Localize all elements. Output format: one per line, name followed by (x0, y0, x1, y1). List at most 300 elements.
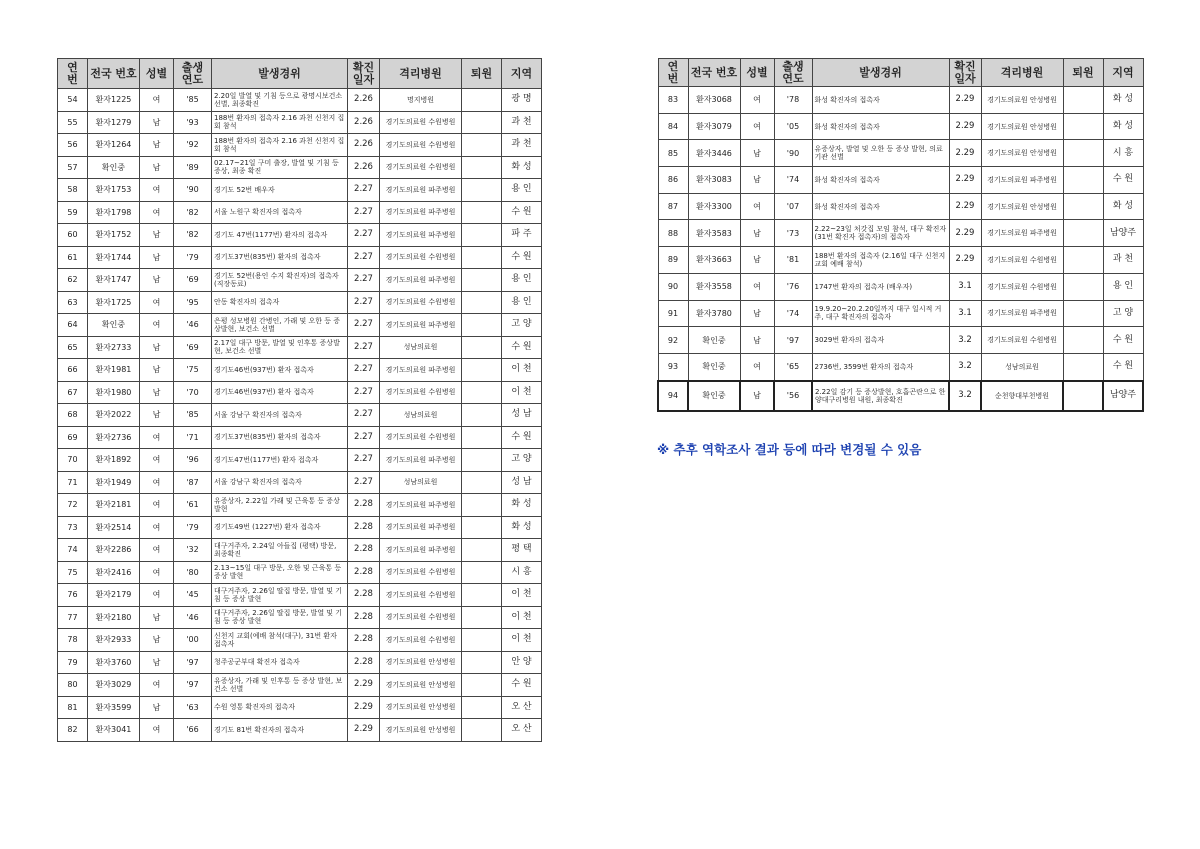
region-cell: 광 명 (502, 89, 542, 112)
national-id-cell: 환자3780 (688, 300, 740, 327)
serial-cell: 69 (58, 426, 88, 449)
national-id-cell: 확인중 (88, 314, 140, 337)
serial-cell: 71 (58, 471, 88, 494)
national-id-cell: 확인중 (88, 156, 140, 179)
region-cell: 오 산 (502, 696, 542, 719)
table-row (658, 353, 1143, 380)
national-id-cell: 환자1753 (88, 179, 140, 202)
region-cell: 평 택 (502, 539, 542, 562)
serial-cell: 60 (58, 224, 88, 247)
region-cell: 수 원 (502, 246, 542, 269)
hospital-cell: 성남의료원 (380, 471, 462, 494)
confirm-date-cell: 3.2 (949, 353, 981, 380)
birth-year-cell: '56 (774, 381, 812, 411)
national-id-cell: 환자2180 (88, 606, 140, 629)
occurrence-cell: 대구거주자, 2.24일 아들집 (평택) 방문, 최종확진 (212, 539, 348, 562)
table-row (658, 87, 1143, 114)
table-row (58, 134, 542, 157)
hospital-cell: 경기도의료원 수원병원 (380, 629, 462, 652)
table-row (58, 719, 542, 742)
occurrence-cell: 2736번, 3599번 환자의 접촉자 (812, 353, 949, 380)
serial-cell: 66 (58, 359, 88, 382)
hospital-cell: 경기도의료원 수원병원 (981, 273, 1063, 300)
region-cell: 오 산 (502, 719, 542, 742)
hospital-cell: 경기도의료원 수원병원 (981, 247, 1063, 274)
region-cell: 용 인 (1103, 273, 1143, 300)
birth-year-cell: '46 (174, 314, 212, 337)
table-row (658, 327, 1143, 354)
discharge-cell (462, 651, 502, 674)
discharge-cell (462, 629, 502, 652)
serial-cell: 64 (58, 314, 88, 337)
discharge-cell (462, 539, 502, 562)
discharge-cell (462, 719, 502, 742)
table-row (58, 201, 542, 224)
hospital-cell: 경기도의료원 파주병원 (380, 201, 462, 224)
serial-cell: 63 (58, 291, 88, 314)
confirm-date-cell: 3.2 (949, 327, 981, 354)
sex-cell: 여 (140, 201, 174, 224)
occurrence-cell: 1747번 환자의 접촉자 (배우자) (812, 273, 949, 300)
sex-cell: 여 (140, 89, 174, 112)
birth-year-cell: '81 (774, 247, 812, 274)
national-id-cell: 환자3300 (688, 193, 740, 220)
national-id-cell: 환자3446 (688, 140, 740, 167)
discharge-cell (1063, 113, 1103, 140)
confirm-date-cell: 2.29 (949, 87, 981, 114)
table-row (58, 314, 542, 337)
hospital-cell: 경기도의료원 파주병원 (380, 224, 462, 247)
hospital-cell: 경기도의료원 파주병원 (380, 516, 462, 539)
confirm-date-cell: 2.27 (348, 269, 380, 292)
discharge-cell (462, 89, 502, 112)
table-row (658, 381, 1143, 411)
hospital-cell: 경기도의료원 안성병원 (380, 651, 462, 674)
region-cell: 남양주 (1103, 381, 1143, 411)
confirm-date-cell: 2.28 (348, 561, 380, 584)
sex-cell: 남 (140, 629, 174, 652)
national-id-cell: 환자1752 (88, 224, 140, 247)
table-row (658, 300, 1143, 327)
sex-cell: 여 (140, 516, 174, 539)
serial-cell: 90 (658, 273, 688, 300)
birth-year-cell: '85 (174, 89, 212, 112)
column-header: 격리병원 (981, 59, 1063, 87)
confirm-date-cell: 2.29 (949, 113, 981, 140)
discharge-cell (462, 359, 502, 382)
column-header: 격리병원 (380, 59, 462, 89)
column-header: 출생 연도 (174, 59, 212, 89)
discharge-cell (462, 674, 502, 697)
region-cell: 성 남 (502, 471, 542, 494)
table-row (58, 404, 542, 427)
birth-year-cell: '45 (174, 584, 212, 607)
serial-cell: 84 (658, 113, 688, 140)
table-row (658, 167, 1143, 194)
serial-cell: 83 (658, 87, 688, 114)
table-row (58, 246, 542, 269)
national-id-cell: 환자2181 (88, 494, 140, 517)
birth-year-cell: '82 (174, 201, 212, 224)
confirm-date-cell: 2.29 (348, 696, 380, 719)
table-row (58, 539, 542, 562)
region-cell: 화 성 (502, 494, 542, 517)
confirm-date-cell: 2.28 (348, 606, 380, 629)
sex-cell: 남 (140, 111, 174, 134)
region-cell: 이 천 (502, 629, 542, 652)
birth-year-cell: '70 (174, 381, 212, 404)
serial-cell: 72 (58, 494, 88, 517)
table-row (58, 89, 542, 112)
discharge-cell (462, 426, 502, 449)
serial-cell: 74 (58, 539, 88, 562)
confirm-date-cell: 2.27 (348, 359, 380, 382)
discharge-cell (462, 291, 502, 314)
national-id-cell: 환자3068 (688, 87, 740, 114)
serial-cell: 58 (58, 179, 88, 202)
region-cell: 화 성 (502, 156, 542, 179)
national-id-cell: 환자1747 (88, 269, 140, 292)
occurrence-cell: 대구거주자, 2.26일 딸집 방문, 발열 및 기침 등 증상 발현 (212, 584, 348, 607)
hospital-cell: 성남의료원 (981, 353, 1063, 380)
occurrence-cell: 188번 환자의 접촉자 (2.16일 대구 신천지교회 예배 참석) (812, 247, 949, 274)
discharge-cell (1063, 167, 1103, 194)
serial-cell: 56 (58, 134, 88, 157)
occurrence-cell: 화성 확진자의 접촉자 (812, 193, 949, 220)
discharge-cell (462, 606, 502, 629)
occurrence-cell: 2.22~23일 처갓집 모임 참석, 대구 확진자(31번 확진자 접촉자)의 접촉자 (812, 220, 949, 247)
confirm-date-cell: 2.27 (348, 179, 380, 202)
discharge-cell (1063, 327, 1103, 354)
confirm-date-cell: 2.26 (348, 111, 380, 134)
birth-year-cell: '69 (174, 269, 212, 292)
confirm-date-cell: 2.29 (348, 719, 380, 742)
birth-year-cell: '74 (774, 167, 812, 194)
birth-year-cell: '07 (774, 193, 812, 220)
national-id-cell: 환자3079 (688, 113, 740, 140)
table-row (58, 224, 542, 247)
serial-cell: 88 (658, 220, 688, 247)
national-id-cell: 확인중 (688, 327, 740, 354)
birth-year-cell: '61 (174, 494, 212, 517)
occurrence-cell: 서울 노원구 확진자의 접촉자 (212, 201, 348, 224)
discharge-cell (462, 246, 502, 269)
hospital-cell: 명지병원 (380, 89, 462, 112)
confirm-date-cell: 2.27 (348, 201, 380, 224)
discharge-cell (462, 336, 502, 359)
confirm-date-cell: 2.26 (348, 89, 380, 112)
table-row (58, 561, 542, 584)
hospital-cell: 경기도의료원 파주병원 (380, 449, 462, 472)
sex-cell: 남 (140, 606, 174, 629)
confirm-date-cell: 2.26 (348, 134, 380, 157)
occurrence-cell: 유증상자, 가래 및 인후통 등 증상 발현, 보건소 선별 (212, 674, 348, 697)
sex-cell: 남 (740, 381, 774, 411)
serial-cell: 92 (658, 327, 688, 354)
sex-cell: 여 (140, 426, 174, 449)
occurrence-cell: 경기도37번(835번) 환자의 접촉자 (212, 246, 348, 269)
birth-year-cell: '92 (174, 134, 212, 157)
region-cell: 화 성 (1103, 87, 1143, 114)
birth-year-cell: '65 (774, 353, 812, 380)
table-row (58, 606, 542, 629)
discharge-cell (462, 404, 502, 427)
birth-year-cell: '82 (174, 224, 212, 247)
sex-cell: 남 (740, 247, 774, 274)
discharge-cell (1063, 247, 1103, 274)
occurrence-cell: 2.13~15일 대구 방문, 오한 및 근육통 등 증상 발현 (212, 561, 348, 584)
hospital-cell: 성남의료원 (380, 404, 462, 427)
column-header: 성별 (140, 59, 174, 89)
confirmed-cases-table-right (657, 58, 1144, 412)
occurrence-cell: 화성 확진자의 접촉자 (812, 113, 949, 140)
birth-year-cell: '79 (174, 516, 212, 539)
hospital-cell: 경기도의료원 파주병원 (380, 539, 462, 562)
national-id-cell: 환자1725 (88, 291, 140, 314)
confirm-date-cell: 2.28 (348, 651, 380, 674)
sex-cell: 남 (740, 167, 774, 194)
hospital-cell: 경기도의료원 안성병원 (981, 113, 1063, 140)
serial-cell: 67 (58, 381, 88, 404)
sex-cell: 여 (740, 87, 774, 114)
hospital-cell: 성남의료원 (380, 336, 462, 359)
confirm-date-cell: 2.28 (348, 494, 380, 517)
table-row (658, 273, 1143, 300)
column-header: 출생 연도 (774, 59, 812, 87)
serial-cell: 80 (58, 674, 88, 697)
national-id-cell: 환자3083 (688, 167, 740, 194)
table-row (658, 193, 1143, 220)
region-cell: 안 양 (502, 651, 542, 674)
sex-cell: 남 (140, 156, 174, 179)
confirm-date-cell: 3.2 (949, 381, 981, 411)
discharge-cell (462, 179, 502, 202)
confirm-date-cell: 3.1 (949, 273, 981, 300)
hospital-cell: 경기도의료원 수원병원 (380, 381, 462, 404)
discharge-cell (1063, 140, 1103, 167)
hospital-cell: 경기도의료원 수원병원 (380, 606, 462, 629)
occurrence-cell: 안동 확진자의 접촉자 (212, 291, 348, 314)
birth-year-cell: '46 (174, 606, 212, 629)
sex-cell: 남 (140, 246, 174, 269)
confirm-date-cell: 2.27 (348, 291, 380, 314)
birth-year-cell: '00 (174, 629, 212, 652)
national-id-cell: 환자1798 (88, 201, 140, 224)
sex-cell: 여 (140, 291, 174, 314)
occurrence-cell: 경기도46번(937번) 환자 접촉자 (212, 381, 348, 404)
discharge-cell (1063, 300, 1103, 327)
birth-year-cell: '97 (174, 674, 212, 697)
serial-cell: 82 (58, 719, 88, 742)
table-row (658, 247, 1143, 274)
hospital-cell: 경기도의료원 파주병원 (380, 359, 462, 382)
discharge-cell (1063, 193, 1103, 220)
serial-cell: 78 (58, 629, 88, 652)
serial-cell: 76 (58, 584, 88, 607)
occurrence-cell: 수원 영통 확진자의 접촉자 (212, 696, 348, 719)
sex-cell: 여 (140, 584, 174, 607)
sex-cell: 남 (140, 336, 174, 359)
region-cell: 수 원 (1103, 327, 1143, 354)
occurrence-cell: 은평 성모병원 간병인, 가래 및 오한 등 증상발현, 보건소 선별 (212, 314, 348, 337)
national-id-cell: 환자1980 (88, 381, 140, 404)
hospital-cell: 경기도의료원 안성병원 (380, 719, 462, 742)
serial-cell: 68 (58, 404, 88, 427)
column-header: 연 번 (58, 59, 88, 89)
occurrence-cell: 188번 환자의 접촉자 2.16 과천 신천지 집회 참석 (212, 111, 348, 134)
discharge-cell (462, 471, 502, 494)
column-header: 성별 (740, 59, 774, 87)
region-cell: 용 인 (502, 179, 542, 202)
region-cell: 이 천 (502, 606, 542, 629)
confirm-date-cell: 2.29 (949, 247, 981, 274)
national-id-cell: 환자3663 (688, 247, 740, 274)
region-cell: 이 천 (502, 359, 542, 382)
confirm-date-cell: 2.27 (348, 404, 380, 427)
confirm-date-cell: 2.27 (348, 224, 380, 247)
serial-cell: 70 (58, 449, 88, 472)
birth-year-cell: '71 (174, 426, 212, 449)
sex-cell: 여 (140, 719, 174, 742)
national-id-cell: 환자1279 (88, 111, 140, 134)
sex-cell: 여 (140, 471, 174, 494)
discharge-cell (462, 314, 502, 337)
column-header: 지역 (502, 59, 542, 89)
sex-cell: 남 (140, 224, 174, 247)
region-cell: 시 흥 (1103, 140, 1143, 167)
region-cell: 용 인 (502, 269, 542, 292)
confirmed-cases-table-left (57, 58, 542, 742)
column-header: 확진 일자 (348, 59, 380, 89)
national-id-cell: 확인중 (688, 381, 740, 411)
discharge-cell (462, 494, 502, 517)
occurrence-cell: 서울 강남구 확진자의 접촉자 (212, 471, 348, 494)
region-cell: 수 원 (502, 674, 542, 697)
table-row (58, 291, 542, 314)
region-cell: 남양주 (1103, 220, 1143, 247)
sex-cell: 여 (140, 561, 174, 584)
region-cell: 고 양 (502, 449, 542, 472)
region-cell: 수 원 (502, 201, 542, 224)
table-row (58, 111, 542, 134)
confirm-date-cell: 2.29 (949, 193, 981, 220)
occurrence-cell: 경기도 52번 배우자 (212, 179, 348, 202)
table-row (58, 471, 542, 494)
table-row (658, 220, 1143, 247)
sex-cell: 여 (740, 273, 774, 300)
occurrence-cell: 19.9.20~20.2.20일까지 대구 일시적 거주, 대구 확진자의 접촉자 (812, 300, 949, 327)
birth-year-cell: '79 (174, 246, 212, 269)
hospital-cell: 경기도의료원 수원병원 (380, 584, 462, 607)
sex-cell: 남 (140, 696, 174, 719)
sex-cell: 여 (140, 314, 174, 337)
discharge-cell (462, 449, 502, 472)
occurrence-cell: 경기도47번(1177번) 환자 접촉자 (212, 449, 348, 472)
confirm-date-cell: 2.27 (348, 314, 380, 337)
occurrence-cell: 2.17일 대구 방문, 발열 및 인후통 증상발현, 보건소 선별 (212, 336, 348, 359)
serial-cell: 55 (58, 111, 88, 134)
table-header-row (658, 59, 1143, 87)
birth-year-cell: '89 (174, 156, 212, 179)
sex-cell: 남 (140, 134, 174, 157)
occurrence-cell: 경기도46번(937번) 환자 접촉자 (212, 359, 348, 382)
region-cell: 과 천 (1103, 247, 1143, 274)
national-id-cell: 환자2022 (88, 404, 140, 427)
hospital-cell: 경기도의료원 파주병원 (380, 314, 462, 337)
birth-year-cell: '95 (174, 291, 212, 314)
birth-year-cell: '63 (174, 696, 212, 719)
national-id-cell: 환자1981 (88, 359, 140, 382)
hospital-cell: 경기도의료원 안성병원 (981, 140, 1063, 167)
sex-cell: 남 (140, 269, 174, 292)
table-row (58, 179, 542, 202)
sex-cell: 여 (140, 179, 174, 202)
national-id-cell: 확인중 (688, 353, 740, 380)
discharge-cell (1063, 381, 1103, 411)
birth-year-cell: '75 (174, 359, 212, 382)
birth-year-cell: '96 (174, 449, 212, 472)
serial-cell: 79 (58, 651, 88, 674)
birth-year-cell: '87 (174, 471, 212, 494)
hospital-cell: 경기도의료원 파주병원 (981, 167, 1063, 194)
hospital-cell: 경기도의료원 안성병원 (981, 87, 1063, 114)
footnote: ※ 추후 역학조사 결과 등에 따라 변경될 수 있음 (657, 442, 922, 457)
serial-cell: 85 (658, 140, 688, 167)
discharge-cell (1063, 353, 1103, 380)
serial-cell: 62 (58, 269, 88, 292)
discharge-cell (462, 156, 502, 179)
column-header: 연 번 (658, 59, 688, 87)
table-row (58, 381, 542, 404)
birth-year-cell: '69 (174, 336, 212, 359)
region-cell: 화 성 (1103, 113, 1143, 140)
national-id-cell: 환자1892 (88, 449, 140, 472)
national-id-cell: 환자1225 (88, 89, 140, 112)
serial-cell: 87 (658, 193, 688, 220)
occurrence-cell: 화성 확진자의 접촉자 (812, 87, 949, 114)
hospital-cell: 경기도의료원 안성병원 (380, 674, 462, 697)
occurrence-cell: 경기도 81번 확진자의 접촉자 (212, 719, 348, 742)
region-cell: 이 천 (502, 381, 542, 404)
confirm-date-cell: 2.28 (348, 629, 380, 652)
confirm-date-cell: 2.29 (949, 140, 981, 167)
sex-cell: 남 (740, 300, 774, 327)
hospital-cell: 경기도의료원 파주병원 (981, 220, 1063, 247)
table-header-row (58, 59, 542, 89)
confirm-date-cell: 2.29 (949, 220, 981, 247)
region-cell: 고 양 (1103, 300, 1143, 327)
hospital-cell: 경기도의료원 안성병원 (981, 193, 1063, 220)
national-id-cell: 환자2286 (88, 539, 140, 562)
table-row (658, 113, 1143, 140)
column-header: 전국 번호 (688, 59, 740, 87)
hospital-cell: 순천향대부천병원 (981, 381, 1063, 411)
column-header: 지역 (1103, 59, 1143, 87)
serial-cell: 59 (58, 201, 88, 224)
occurrence-cell: 02.17~21일 구미 출장, 발열 및 기침 등 증상, 최종 확진 (212, 156, 348, 179)
region-cell: 수 원 (1103, 353, 1143, 380)
region-cell: 용 인 (502, 291, 542, 314)
hospital-cell: 경기도의료원 수원병원 (981, 327, 1063, 354)
serial-cell: 65 (58, 336, 88, 359)
confirm-date-cell: 2.26 (348, 156, 380, 179)
table-row (58, 629, 542, 652)
serial-cell: 73 (58, 516, 88, 539)
birth-year-cell: '90 (774, 140, 812, 167)
occurrence-cell: 3029번 환자의 접촉자 (812, 327, 949, 354)
confirm-date-cell: 2.29 (348, 674, 380, 697)
occurrence-cell: 2.20일 발열 및 기침 등으로 광명시보건소 선별, 최종확진 (212, 89, 348, 112)
